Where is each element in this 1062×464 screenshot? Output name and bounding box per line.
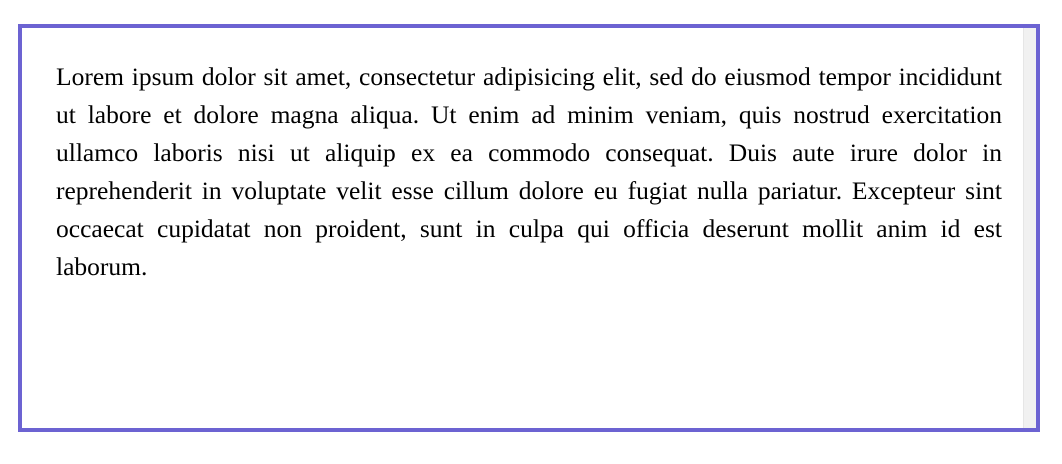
scrollable-text-region[interactable] <box>22 28 1036 428</box>
lorem-ipsum-paragraph: Lorem ipsum dolor sit amet, consectetur adipisicing elit, sed do eiusmod tempor incididunt ut labore et dolore magna aliqua. Ut enim ad minim veniam, quis nostrud exercitation ullamco laboris nisi ut aliquip ex ea commodo consequat. Duis aute irure dolor in reprehenderit in voluptate velit esse cillum dolore eu fugiat nulla pariatur. Excepteur sint occaecat cupidatat non proident, sunt in culpa qui officia deserunt mollit anim id est laborum. <box>56 62 1002 281</box>
bordered-text-container <box>18 24 1040 432</box>
vertical-scrollbar[interactable] <box>1023 28 1036 428</box>
